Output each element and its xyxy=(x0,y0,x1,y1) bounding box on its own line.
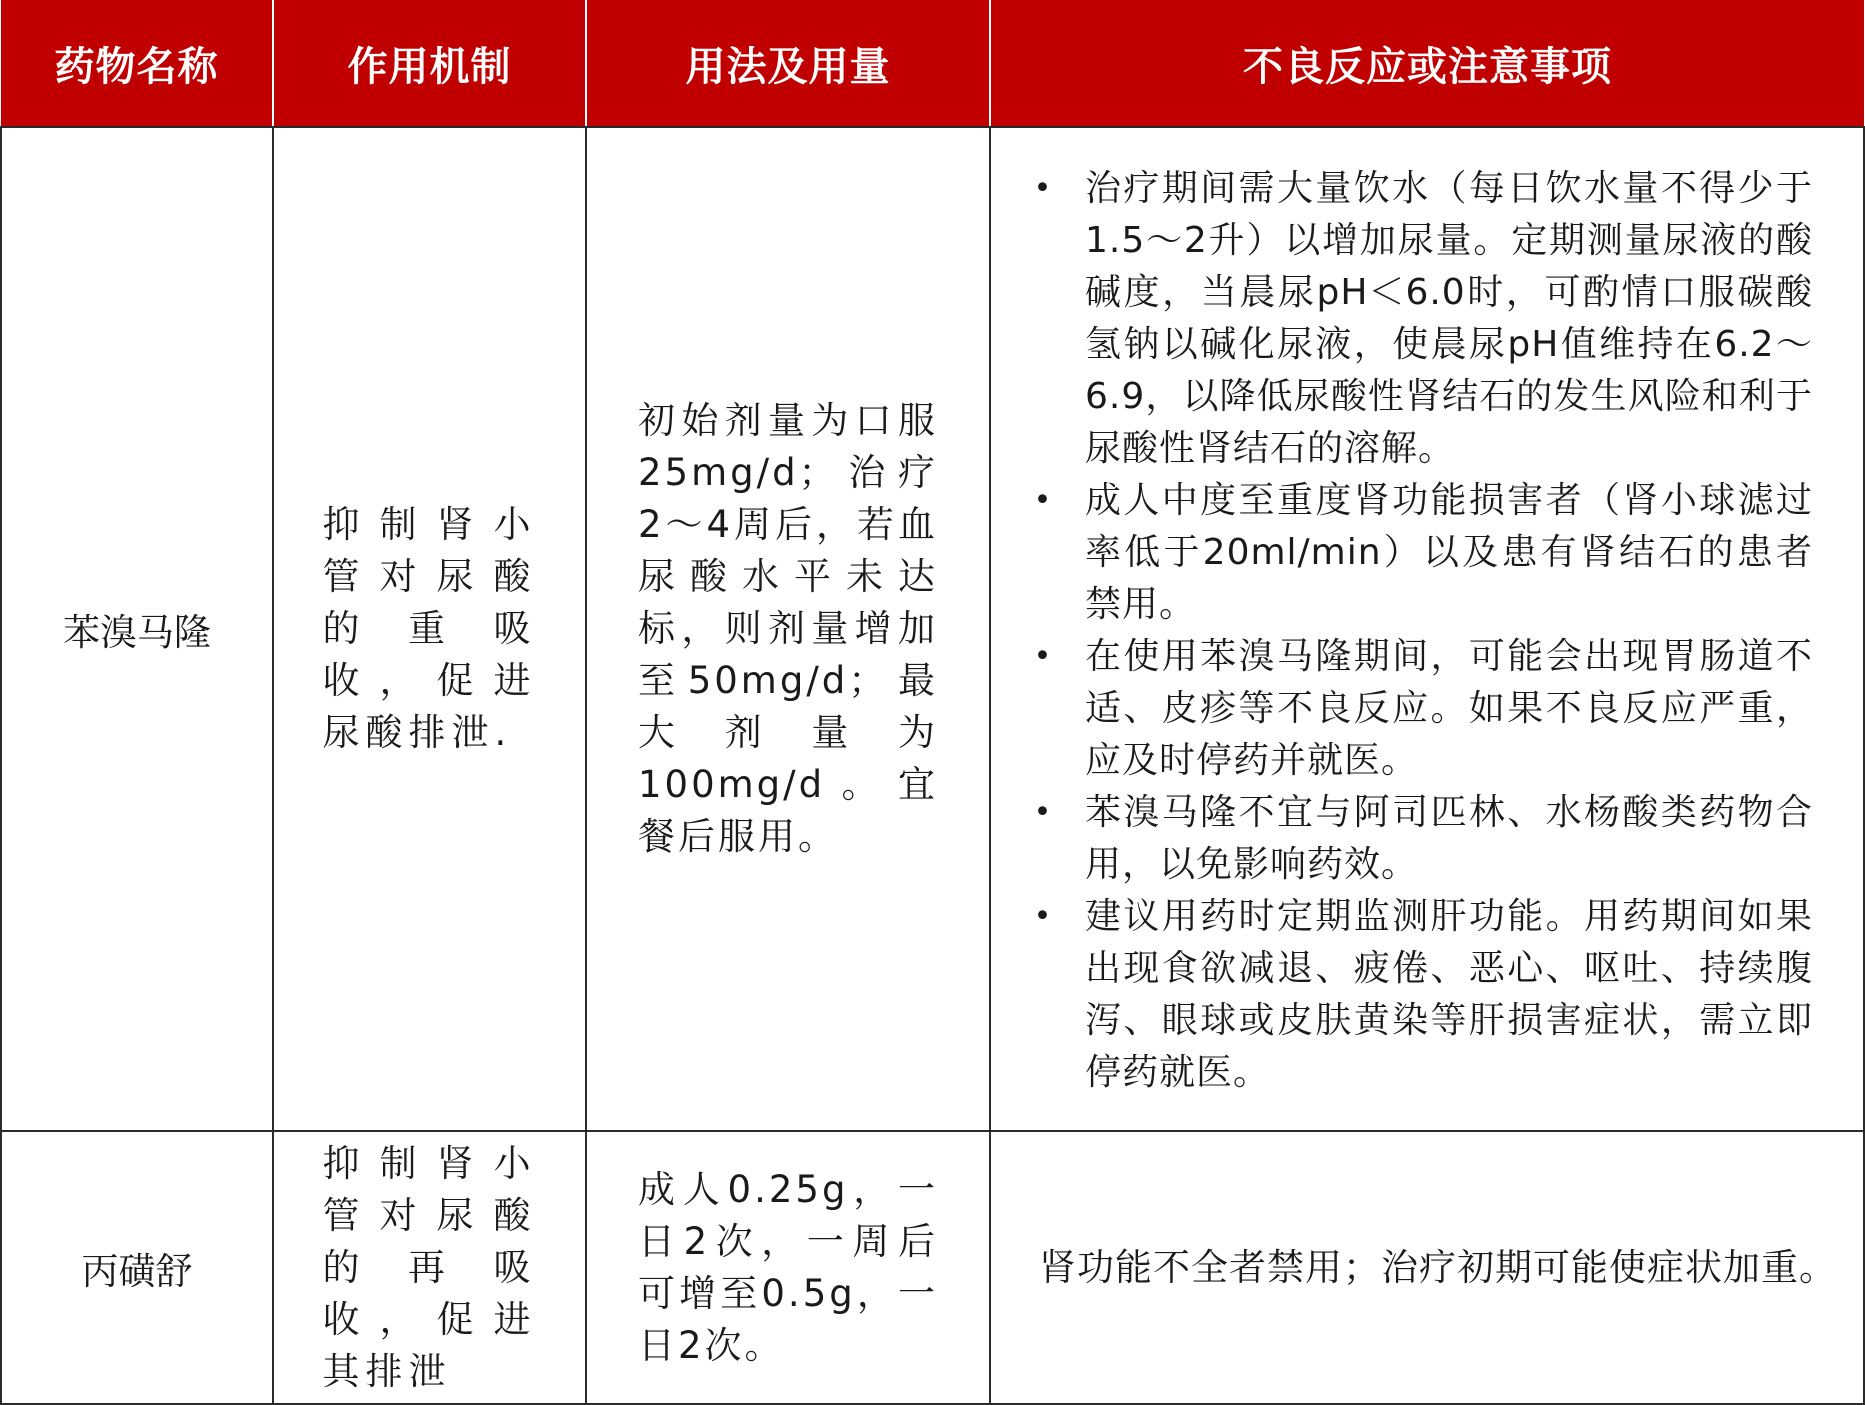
mechanism-text: 抑制肾小管对尿酸的重吸收，促进尿酸排泄. xyxy=(322,503,537,754)
notes-list xyxy=(991,133,1863,1125)
header-mechanism: 作用机制 xyxy=(273,0,586,127)
note-text: 治疗期间需大量饮水（每日饮水量不得少于1.5～2升）以增加尿量。定期测量尿液的酸碱度，当晨尿pH＜6.0时，可酌情口服碳酸氢钠以碱化尿液，使晨尿pH值维持在6.2～6.9，以降低尿酸性肾结石的发生风险和利于尿酸性肾结石的溶解。 xyxy=(1085,168,1813,469)
list-item xyxy=(1033,475,1813,631)
note-text: 建议用药时定期监测肝功能。用药期间如果出现食欲减退、疲倦、恶心、呕吐、持续腹泻、眼球或皮肤黄染等肝损害症状，需立即停药就医。 xyxy=(1085,896,1813,1093)
note-text: 苯溴马隆不宜与阿司匹林、水杨酸类药物合用，以免影响药效。 xyxy=(1085,792,1813,885)
table-header-row xyxy=(1,0,1864,127)
bullet-icon: • xyxy=(1033,483,1053,518)
mechanism-cell xyxy=(273,1131,586,1404)
bullet-icon: • xyxy=(1033,639,1053,674)
list-item xyxy=(1033,787,1813,891)
notes-cell xyxy=(990,127,1864,1131)
header-drug-name: 药物名称 xyxy=(1,0,273,127)
list-item xyxy=(1033,163,1813,475)
bullet-icon: • xyxy=(1033,899,1053,934)
drug-name-cell: 苯溴马隆 xyxy=(1,127,273,1131)
usage-cell xyxy=(586,127,990,1131)
note-text: 成人中度至重度肾功能损害者（肾小球滤过率低于20ml/min）以及患有肾结石的患者禁用。 xyxy=(1085,480,1813,625)
note-text: 在使用苯溴马隆期间，可能会出现胃肠道不适、皮疹等不良反应。如果不良反应严重，应及时停药并就医。 xyxy=(1085,636,1813,781)
note-text: 肾功能不全者禁用；治疗初期可能使症状加重。 xyxy=(1039,1245,1837,1289)
table-row xyxy=(1,127,1864,1131)
drug-name-cell: 丙磺舒 xyxy=(1,1131,273,1404)
bullet-icon: • xyxy=(1033,171,1053,206)
mechanism-cell xyxy=(273,127,586,1131)
list-item xyxy=(1033,891,1813,1099)
header-adverse-notes: 不良反应或注意事项 xyxy=(990,0,1864,127)
usage-text: 成人0.25g，一日2次，一周后可增至0.5g，一日2次。 xyxy=(638,1167,938,1367)
table-row xyxy=(1,1131,1864,1404)
bullet-icon: • xyxy=(1033,795,1053,830)
usage-cell xyxy=(586,1131,990,1404)
notes-cell xyxy=(990,1131,1864,1404)
mechanism-text: 抑制肾小管对尿酸的再吸收，促进其排泄 xyxy=(322,1141,537,1393)
header-usage-dosage: 用法及用量 xyxy=(586,0,990,127)
usage-text: 初始剂量为口服25mg/d；治疗2～4周后，若血尿酸水平未达标，则剂量增加至50mg/d；最大剂量为100mg/d。宜餐后服用。 xyxy=(638,399,938,858)
list-item xyxy=(1033,631,1813,787)
